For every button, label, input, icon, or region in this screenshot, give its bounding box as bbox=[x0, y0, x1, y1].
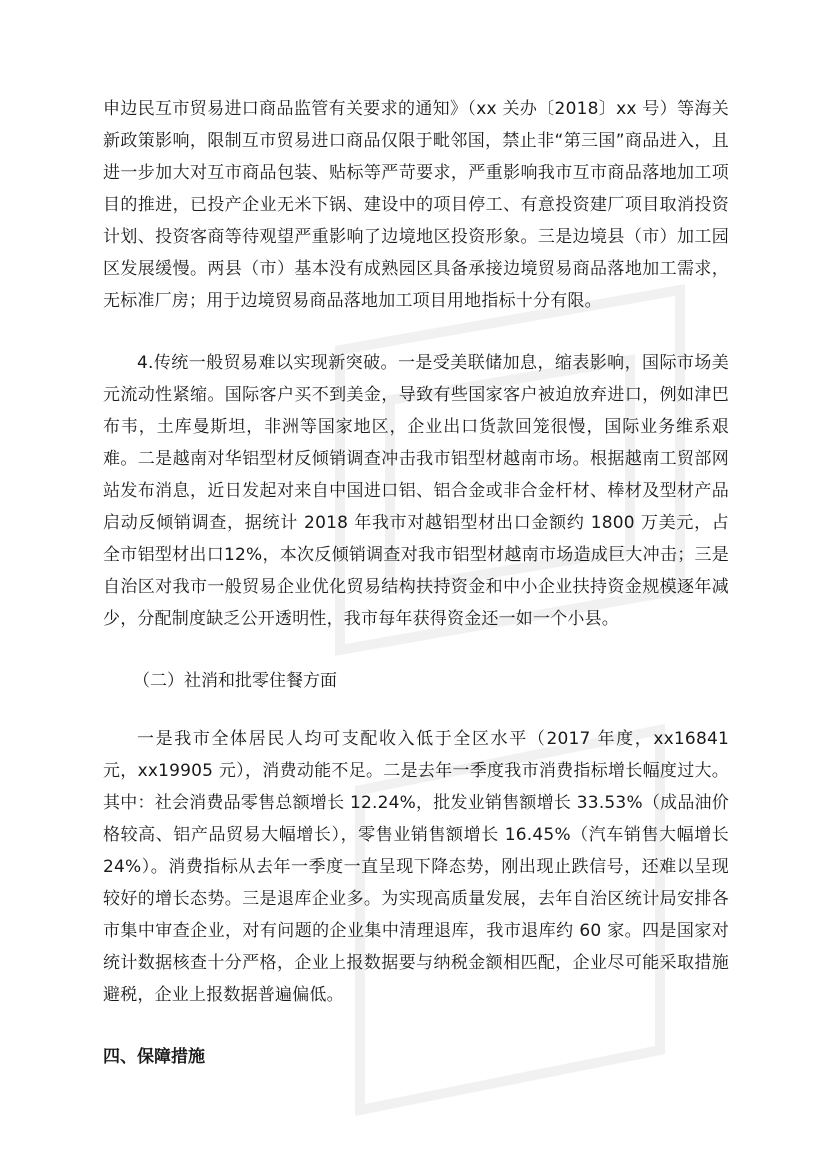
paragraph-general-trade: 4.传统一般贸易难以实现新突破。一是受美联储加息，缩表影响，国际市场美元流动性紧缩。国际客户买不到美金，导致有些国家客户被迫放弃进口，例如津巴布韦，土库曼斯坦，非洲等国家地区，企业出口货款回笼很慢，国际业务维系艰难。二是越南对华铝型材反倾销调查冲击我市铝型材越南市场。根据越南工贸部网站发布消息，近日发起对来自中国进口铝、铝合金或非合金杆材、棒材及型材产品启动反倾销调查，据统计 2018 年我市对越铝型材出口金额约 1800 万美元，占全市铝型材出口12%，本次反倾销调查对我市铝型材越南市场造成巨大冲击；三是自治区对我市一般贸易企业优化贸易结构扶持资金和中小企业扶持资金规模逐年减少，分配制度缺乏公开透明性，我市每年获得资金还一如一个小县。 bbox=[103, 353, 729, 629]
paragraph-consumption: 一是我市全体居民人均可支配收入低于全区水平（2017 年度，xx16841 元，xx19905 元），消费动能不足。二是去年一季度我市消费指标增长幅度过大。其中：社会消费品零售总额增长 12.24%，批发业销售额增长 33.53%（成品油价格较高、铝产品贸易大幅增长），零售业销售额增长 16.45%（汽车销售大幅增长 24%）。消费指标从去年一季度一直呈现下降态势，刚出现止跌信号，还难以呈现较好的增长态势。三是退库企业多。为实现高质量发展，去年自治区统计局安排各市集中审查企业，对有问题的企业集中清理退库，我市退库约 60 家。四是国家对统计数据核查十分严格，企业上报数据要与纳税金额相匹配，企业尽可能采取措施避税，企业上报数据普遍偏低。 bbox=[103, 729, 729, 1005]
paragraph-border-trade-impact: 申边民互市贸易进口商品监管有关要求的通知》（xx 关办〔2018〕xx 号）等海关新政策影响，限制互市贸易进口商品仅限于毗邻国，禁止非“第三国”商品进入，且进一步加大对互市商品包装、贴标等严苛要求，严重影响我市互市商品落地加工项目的推进，已投产企业无米下锅、建设中的项目停工、有意投资建厂项目取消投资计划、投资客商等待观望严重影响了边境地区投资形象。三是边境县（市）加工园区发展缓慢。两县（市）基本没有成熟园区具备承接边境贸易商品落地加工需求，无标准厂房；用于边境贸易商品落地加工项目用地指标十分有限。 bbox=[103, 99, 729, 311]
section-subheading: （二）社消和批零住餐方面 bbox=[133, 671, 337, 691]
document-body bbox=[103, 93, 729, 1073]
section-heading-safeguards: 四、保障措施 bbox=[103, 1047, 205, 1067]
